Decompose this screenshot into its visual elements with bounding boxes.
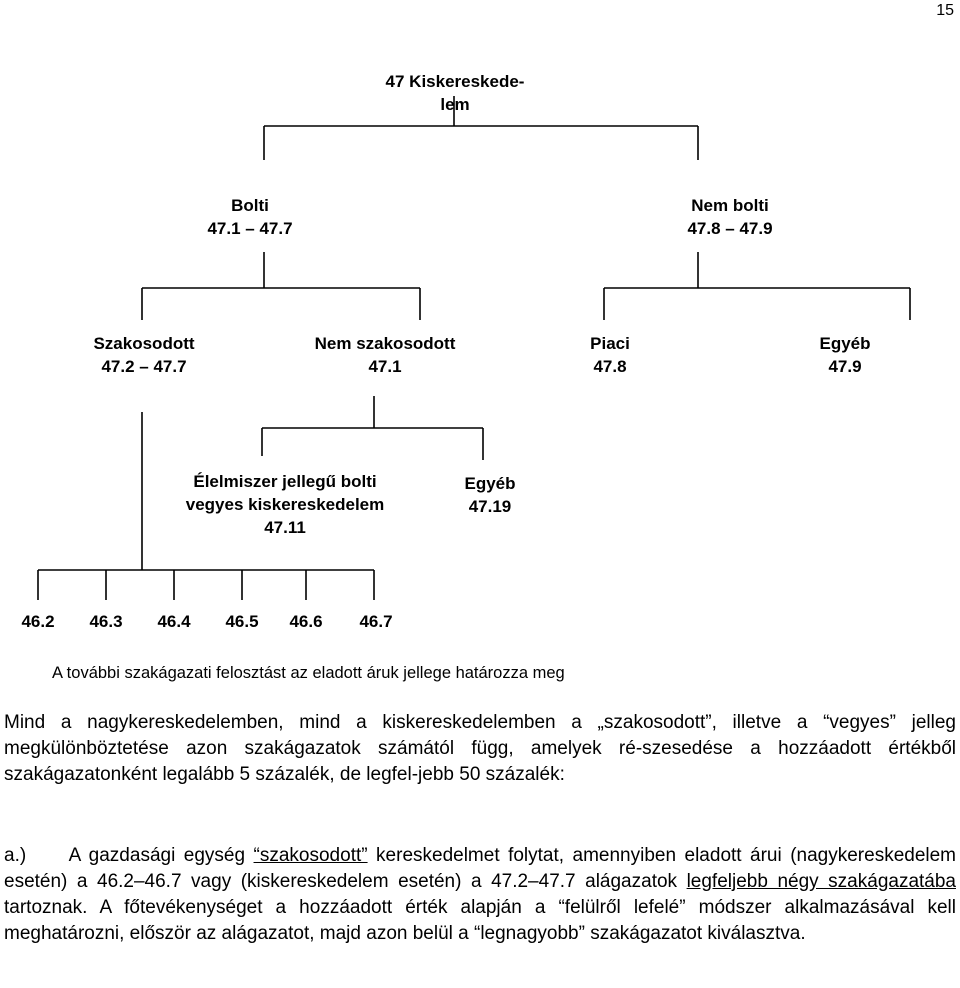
paragraph-a-text2: kereskedelmet folytat, amennyiben eladott árui (nagykereskedelem esetén) a 46.2–46.7 vagy (kiskereskedelem esetén) a 47.2–47.7 alágazatok xyxy=(4,845,957,892)
egyeb-nem-bolti-code: 47.9 xyxy=(828,357,862,376)
paragraph-a-text1: A gazdasági egység xyxy=(68,845,254,866)
tree-node-root xyxy=(360,70,550,116)
egyeb-vegyes-name: Egyéb xyxy=(464,474,516,493)
code-46-4: 46.4 xyxy=(157,612,191,631)
elelmiszer-line1: Élelmiszer jellegű bolti xyxy=(193,472,377,491)
term-legfeljebb-negy: legfeljebb négy szakágazatába xyxy=(686,871,956,892)
tree-node-piaci xyxy=(560,332,660,378)
szakosodott-code: 47.2 – 47.7 xyxy=(101,357,187,376)
egyeb-nem-bolti-name: Egyéb xyxy=(819,334,871,353)
tree-node-egyeb-vegyes xyxy=(450,472,530,518)
egyeb-vegyes-code: 47.19 xyxy=(468,497,512,516)
code-46-6: 46.6 xyxy=(289,612,323,631)
paragraph-a xyxy=(4,843,956,947)
szakosodott-name: Szakosodott xyxy=(93,334,195,353)
code-46-5: 46.5 xyxy=(225,612,259,631)
paragraph-a-text3: tartoznak. A főtevékenységet a hozzáadott érték alapján a “felülről lefelé” módszer alkalmazásával kell meghatározni, először az alágazatot, majd azon belül a “legnagyobb” szakágazatot kiválasztva. xyxy=(4,897,956,944)
nem-szakosodott-code: 47.1 xyxy=(368,357,402,376)
classification-note: A további szakágazati felosztást az eladott áruk jellege határozza meg xyxy=(52,664,565,682)
tree-node-nem-szakosodott xyxy=(290,332,480,378)
nem-bolti-code: 47.8 – 47.9 xyxy=(687,219,773,238)
code-46-2: 46.2 xyxy=(21,612,55,631)
code-46-3: 46.3 xyxy=(89,612,123,631)
tree-node-egyeb-nem-bolti xyxy=(800,332,890,378)
piaci-code: 47.8 xyxy=(593,357,627,376)
bolti-name: Bolti xyxy=(231,196,269,215)
tree-node-nem-bolti xyxy=(650,194,810,240)
elelmiszer-code: 47.11 xyxy=(264,518,306,537)
piaci-name: Piaci xyxy=(590,334,630,353)
code-46-7: 46.7 xyxy=(359,612,393,631)
elelmiszer-line2: vegyes kiskereskedelem xyxy=(185,495,385,514)
tree-node-elelmiszer xyxy=(170,470,400,539)
term-szakosodott: “szakosodott” xyxy=(253,845,368,866)
paragraph-intro: Mind a nagykereskedelemben, mind a kiskereskedelemben a „szakosodott”, illetve a “vegyes” jelleg megkülönböztetése azon szakágazatok számától függ, amelyek ré-szesedése a hozzáadott értékből szakágazatonként legalább 5 százalék, de legfel-jebb 50 százalék: xyxy=(4,712,956,785)
tree-node-szakosodott xyxy=(64,332,224,378)
nem-bolti-name: Nem bolti xyxy=(691,196,769,215)
bolti-code: 47.1 – 47.7 xyxy=(207,219,293,238)
nem-szakosodott-name: Nem szakosodott xyxy=(314,334,456,353)
tree-node-bolti xyxy=(170,194,330,240)
root-line1: 47 Kiskereskede- xyxy=(385,72,525,91)
page-number: 15 xyxy=(936,2,954,19)
root-line2: lem xyxy=(440,95,470,114)
item-label: a.) xyxy=(4,845,27,866)
